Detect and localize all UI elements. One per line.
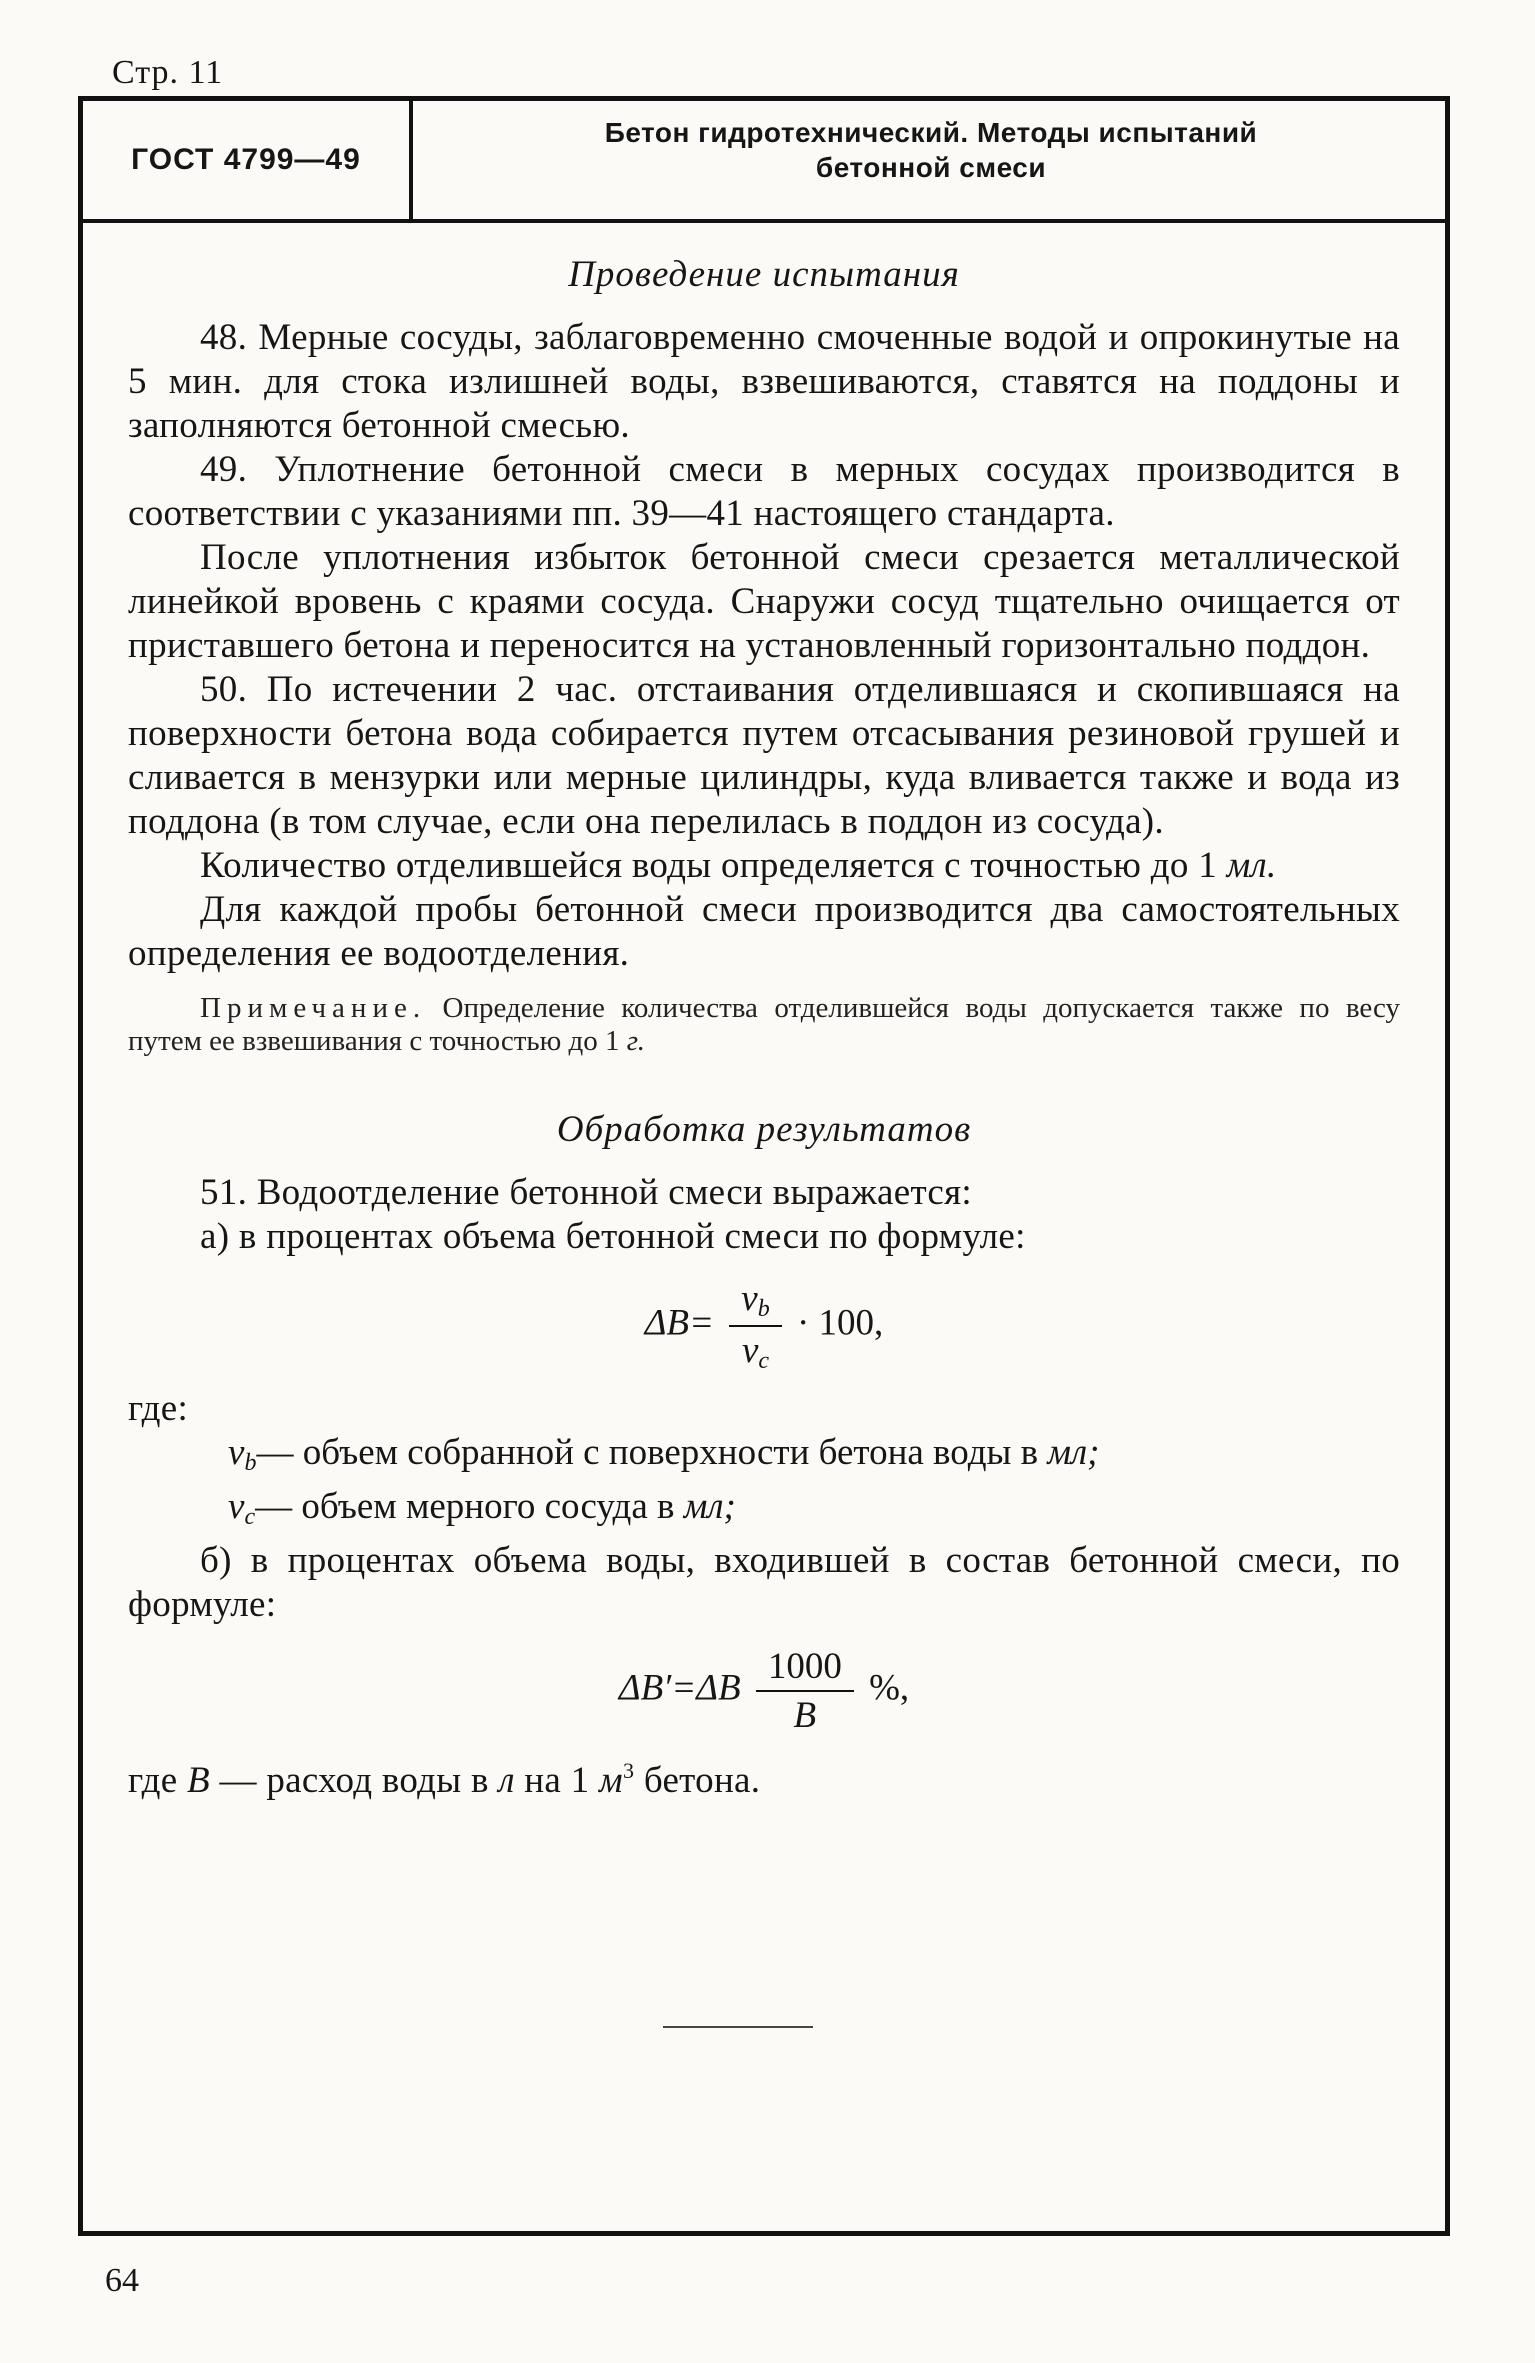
note-label: Примечание. xyxy=(200,992,427,1024)
legend-vc xyxy=(128,1485,1400,1539)
section-heading-results: Обработка результатов xyxy=(556,1109,972,1150)
legend-vc-subscript: c xyxy=(244,1504,256,1530)
note xyxy=(128,992,1400,1058)
where-b-prefix: где xyxy=(128,1760,188,1801)
document-title-line2: бетонной смеси xyxy=(815,152,1047,183)
note-text: Определение количества отделившейся воды допускается также по весу путем ее взвешивания с точностью до 1 xyxy=(128,992,1400,1057)
accuracy-text: Количество отделившейся воды определяется с точностью до 1 xyxy=(200,845,1227,886)
paragraph-50-determinations: Для каждой пробы бетонной смеси производится два самостоятельных определения ее водоотделения. xyxy=(128,889,1400,974)
end-rule xyxy=(663,2026,813,2028)
paragraph-50: 50. По истечении 2 час. отстаивания отделившаяся и скопившаяся на поверхности бетона вода собирается путем отсасывания резиновой грушей и сливается в мензурки или мерные цилиндры, куда вливается также и вода из поддона (в том случае, если она перелилась в поддон из сосуда). xyxy=(128,669,1400,842)
page-frame xyxy=(78,96,1450,2236)
where-b-unit-l: л xyxy=(498,1760,515,1801)
where-b-unit-m: м xyxy=(599,1760,623,1801)
standard-number: ГОСТ 4799—49 xyxy=(83,101,413,219)
legend-vb-subscript: b xyxy=(244,1450,257,1476)
formula-1-lhs: ΔB= xyxy=(644,1302,715,1344)
paragraph-49: 49. Уплотнение бетонной смеси в мерных сосудах производится в соответствии с указаниями пп. 39—41 настоящего стандарта. xyxy=(128,449,1400,534)
formula-2-denominator: B xyxy=(793,1695,817,1736)
page-label: Стр. 11 xyxy=(112,54,224,91)
formula-1-denominator: $v_c$ xyxy=(741,1330,770,1374)
formula-2-numerator: 1000 xyxy=(756,1645,854,1692)
where-b-text2: на 1 xyxy=(514,1760,600,1801)
section-heading-testing: Проведение испытания xyxy=(568,254,960,295)
legend-vb-unit: мл; xyxy=(1047,1432,1100,1473)
legend-vc-unit: мл; xyxy=(683,1486,736,1527)
legend-vc-symbol: v xyxy=(228,1486,245,1527)
paragraph-48: 48. Мерные сосуды, заблаговременно смоченные водой и опрокинутые на 5 мин. для стока излишней воды, взвешиваются, ставятся на поддоны и заполняются бетонной смесью. xyxy=(128,317,1400,446)
accuracy-unit: мл. xyxy=(1226,845,1277,886)
formula-1 xyxy=(128,1277,1400,1375)
where-label: где: xyxy=(128,1388,189,1429)
document-header xyxy=(83,101,1445,226)
paragraph-51a: а) в процентах объема бетонной смеси по формуле: xyxy=(200,1216,1026,1257)
page-number: 64 xyxy=(105,2262,139,2299)
page-content xyxy=(128,253,1400,1803)
legend-vb-symbol: v xyxy=(228,1432,245,1473)
formula-2-rhs: %, xyxy=(869,1667,910,1709)
where-b-text: — расход воды в xyxy=(209,1760,499,1801)
legend-vc-text: — объем мерного сосуда в xyxy=(255,1486,684,1527)
formula-1-rhs: · 100, xyxy=(796,1302,884,1344)
where-b-text3: бетона. xyxy=(634,1760,761,1801)
document-title-line1: Бетон гидротехнический. Методы испытаний xyxy=(604,117,1258,148)
document-title xyxy=(417,115,1445,205)
formula-1-fraction xyxy=(729,1277,781,1375)
formula-2-fraction xyxy=(756,1645,854,1737)
legend-vb xyxy=(128,1431,1400,1485)
formula-2 xyxy=(128,1645,1400,1737)
legend-vb-text: — объем собранной с поверхности бетона воды в xyxy=(256,1432,1048,1473)
paragraph-50-accuracy xyxy=(128,844,1400,888)
paragraph-51: 51. Водоотделение бетонной смеси выражается: xyxy=(200,1172,972,1213)
formula-2-lhs: ΔB′=ΔB xyxy=(618,1667,741,1709)
paragraph-49-continued: После уплотнения избыток бетонной смеси срезается металлической линейкой вровень с краями сосуда. Снаружи сосуд тщательно очищается от приставшего бетона и переносится на установленный горизонтально поддон. xyxy=(128,537,1400,666)
where-b-symbol: B xyxy=(187,1760,210,1801)
where-b-definition xyxy=(128,1749,1400,1803)
where-b-sup: 3 xyxy=(622,1758,635,1783)
header-rule xyxy=(83,219,1445,223)
paragraph-51b: б) в процентах объема воды, входившей в состав бетонной смеси, по формуле: xyxy=(128,1540,1400,1625)
note-unit: г. xyxy=(626,1025,645,1057)
formula-1-numerator: $v_b$ xyxy=(729,1277,781,1327)
